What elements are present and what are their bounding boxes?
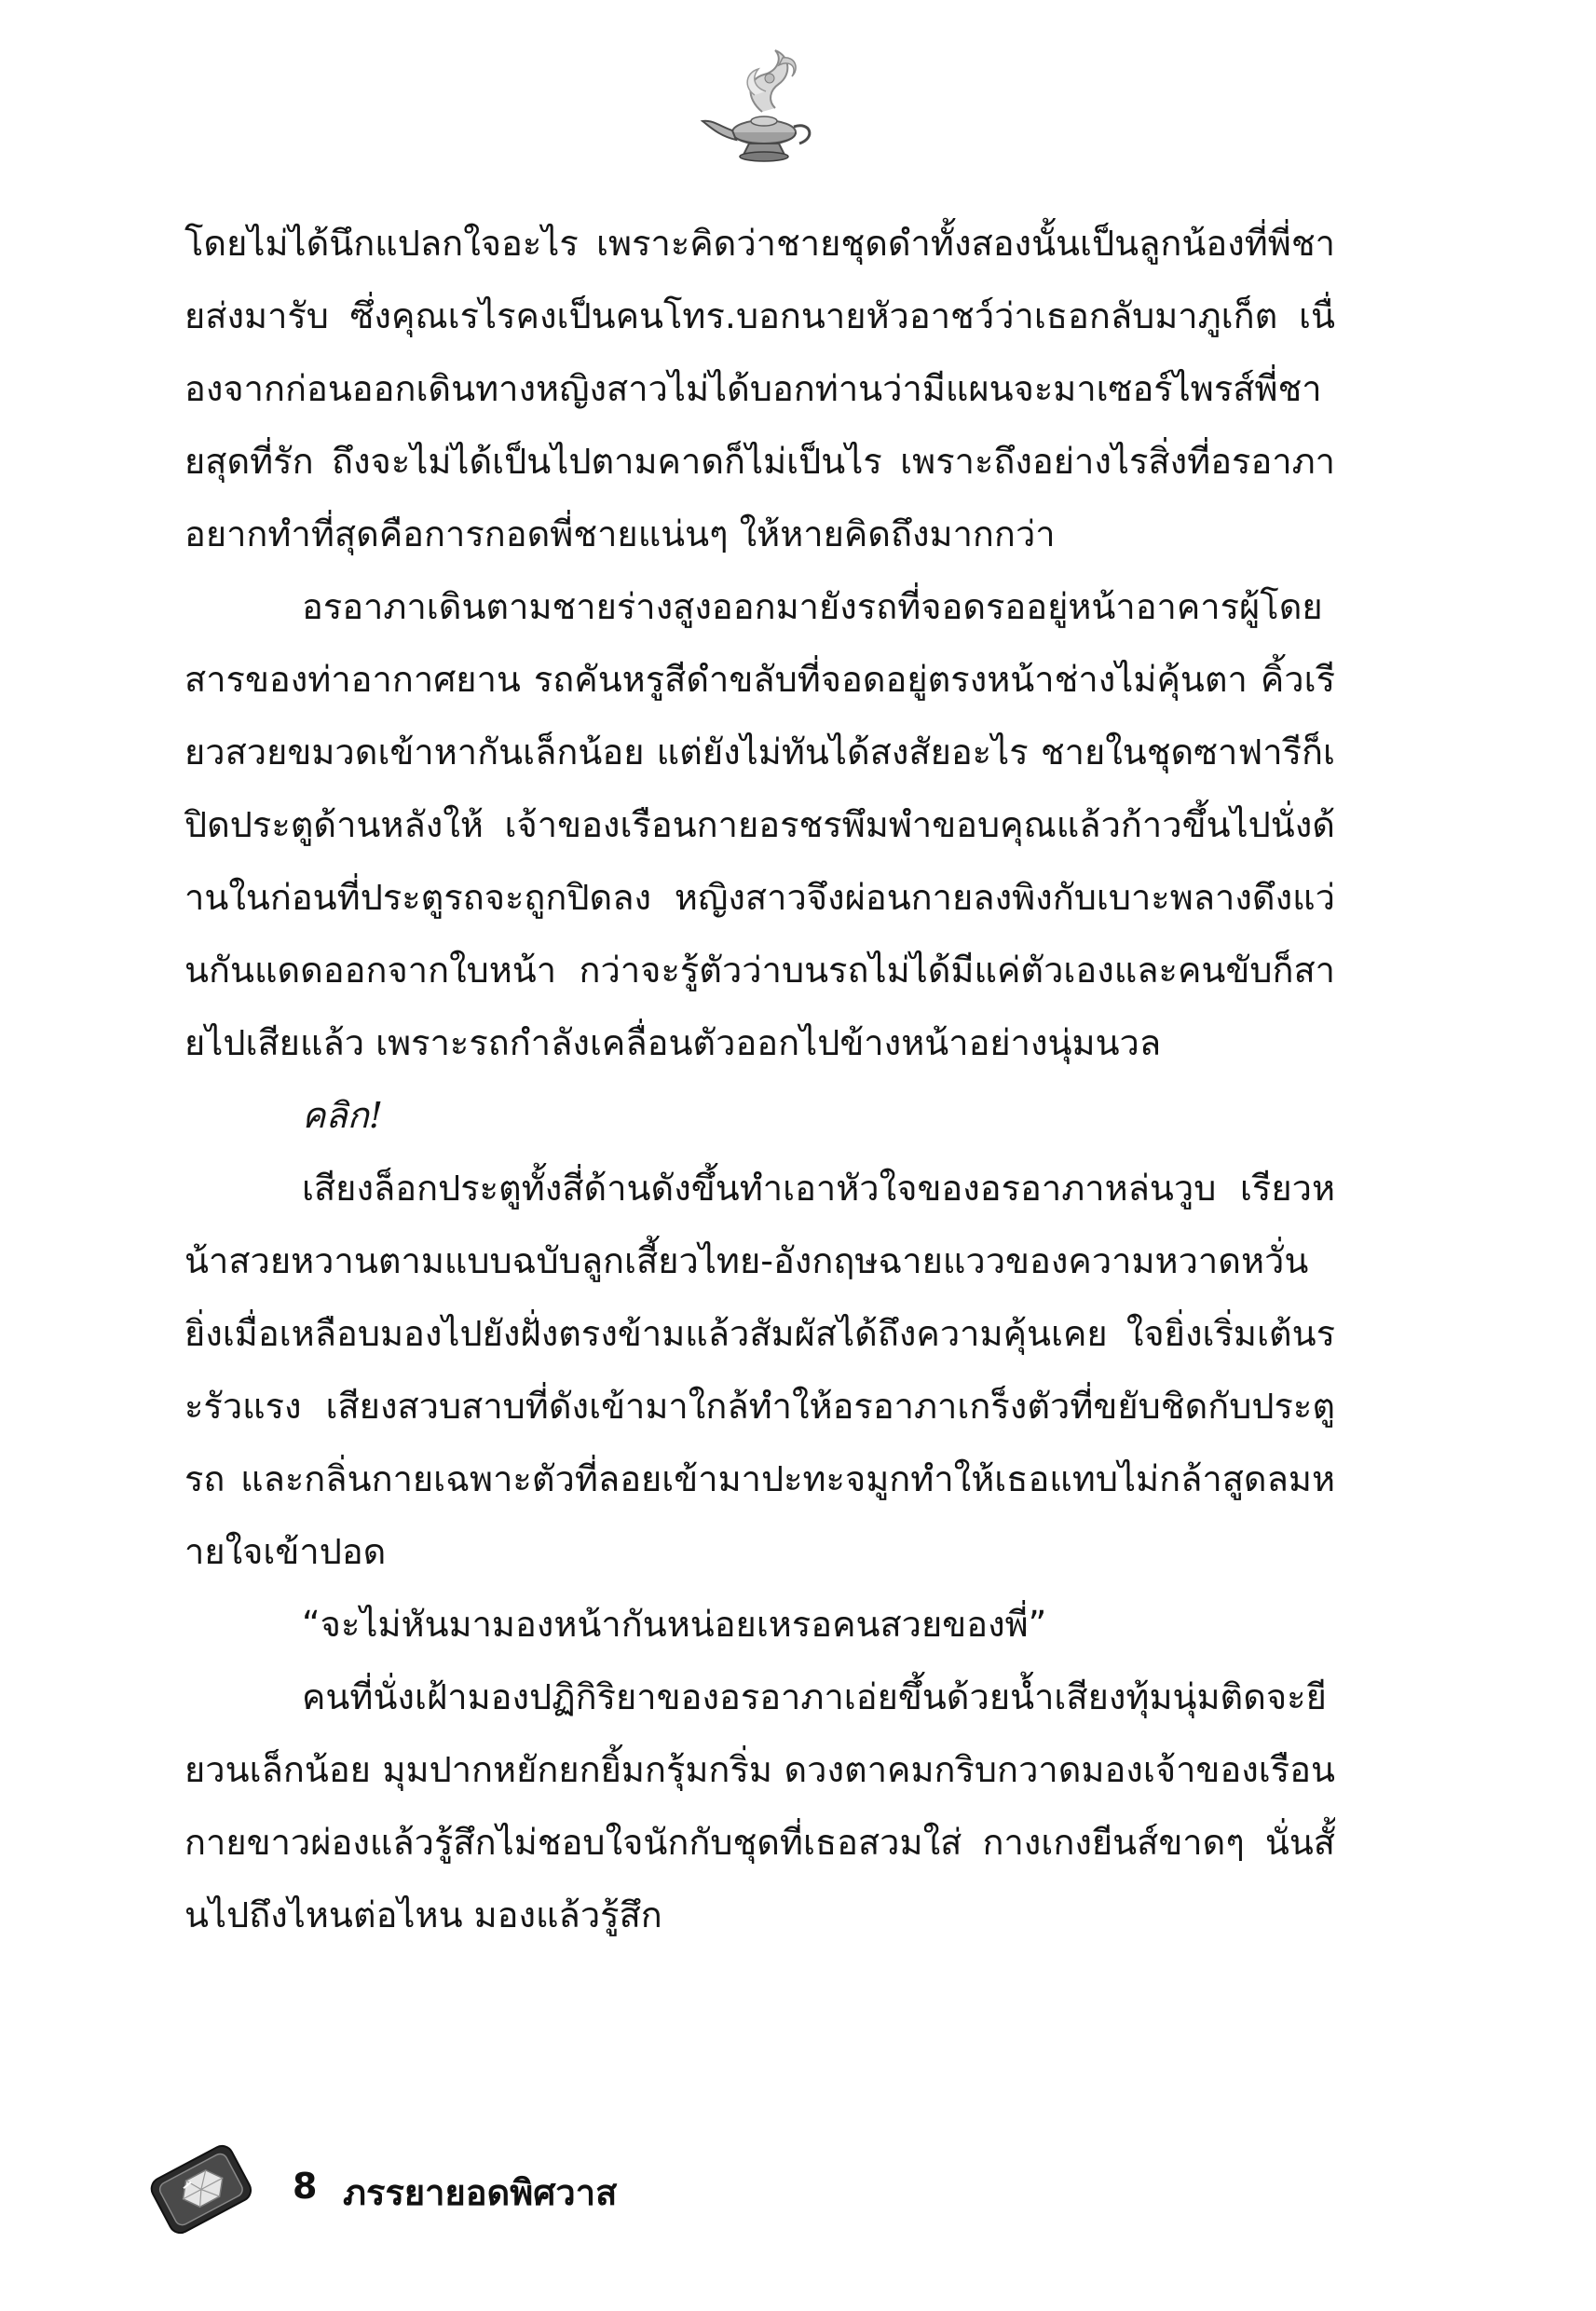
paragraph: อรอาภาเดินตามชายร่างสูงออกมายังรถที่จอดรออยู่หน้าอาคารผู้โดยสารของท่าอากาศยาน รถคันหรูสีดำขลับที่จอดอยู่ตรงหน้าช่างไม่คุ้นตา คิ้วเรียวสวยขมวดเข้าหากันเล็กน้อย แต่ยังไม่ทันได้สงสัยอะไร ชายในชุดซาฟารีก็เปิดประตูด้านหลังให้ เจ้าของเรือนกายอรชรพึมพำขอบคุณแล้วก้าวขึ้นไปนั่งด้านในก่อนที่ประตูรถจะถูกปิดลง หญิงสาวจึงผ่อนกายลงพิงกับเบาะพลางดึงแว่นกันแดดออกจากใบหน้า กว่าจะรู้ตัวว่าบนรถไม่ได้มีแค่ตัวเองและคนขับก็สายไปเสียแล้ว เพราะรถกำลังเคลื่อนตัวออกไปข้างหน้าอย่างนุ่มนวล bbox=[184, 586, 1335, 1063]
book-title: ภรรยายอดพิศวาส bbox=[343, 2172, 618, 2213]
page-number: 8 bbox=[293, 2166, 318, 2207]
genie-lamp-icon bbox=[689, 47, 820, 168]
paragraph: เสียงล็อกประตูทั้งสี่ด้านดังขึ้นทำเอาหัวใจของอรอาภาหล่นวูบ เรียวหน้าสวยหวานตามแบบฉบับลูกเสี้ยวไทย-อังกฤษฉายแววของความหวาดหวั่น ยิ่งเมื่อเหลือบมองไปยังฝั่งตรงข้ามแล้วสัมผัสได้ถึงความคุ้นเคย ใจยิ่งเริ่มเต้นระรัวแรง เสียงสวบสาบที่ดังเข้ามาใกล้ทำให้อรอาภาเกร็งตัวที่ขยับชิดกับประตูรถ และกลิ่นกายเฉพาะตัวที่ลอยเข้ามาปะทะจมูกทำให้เธอแทบไม่กล้าสูดลมหายใจเข้าปอด bbox=[184, 1168, 1335, 1572]
paragraph: “จะไม่หันมามองหน้ากันหน่อยเหรอคนสวยของพี่” bbox=[302, 1604, 1047, 1645]
body-text bbox=[184, 207, 1335, 2145]
page-footer bbox=[140, 2134, 978, 2246]
paragraph: โดยไม่ได้นึกแปลกใจอะไร เพราะคิดว่าชายชุดดำทั้งสองนั้นเป็นลูกน้องที่พี่ชายส่งมารับ ซึ่งคุณเรไรคงเป็นคนโทร.บอกนายหัวอาชว์ว่าเธอกลับมาภูเก็ต เนื่องจากก่อนออกเดินทางหญิงสาวไม่ได้บอกท่านว่ามีแผนจะมาเซอร์ไพรส์พี่ชายสุดที่รัก ถึงจะไม่ได้เป็นไปตามคาดก็ไม่เป็นไร เพราะถึงอย่างไรสิ่งที่อรอาภาอยากทำที่สุดคือการกอดพี่ชายแน่นๆ ให้หายคิดถึงมากกว่า bbox=[184, 223, 1335, 554]
crystal-gem-icon bbox=[140, 2134, 261, 2246]
paragraph: คนที่นั่งเฝ้ามองปฏิกิริยาของอรอาภาเอ่ยขึ้นด้วยน้ำเสียงทุ้มนุ่มติดจะยียวนเล็กน้อย มุมปากหยักยกยิ้มกรุ้มกริ่ม ดวงตาคมกริบกวาดมองเจ้าของเรือนกายขาวผ่องแล้วรู้สึกไม่ชอบใจนักกับชุดที่เธอสวมใส่ กางเกงยีนส์ขาดๆ นั่นสั้นไปถึงไหนต่อไหน มองแล้วรู้สึก bbox=[184, 1676, 1335, 1935]
paragraph: คลิก! bbox=[302, 1095, 383, 1136]
